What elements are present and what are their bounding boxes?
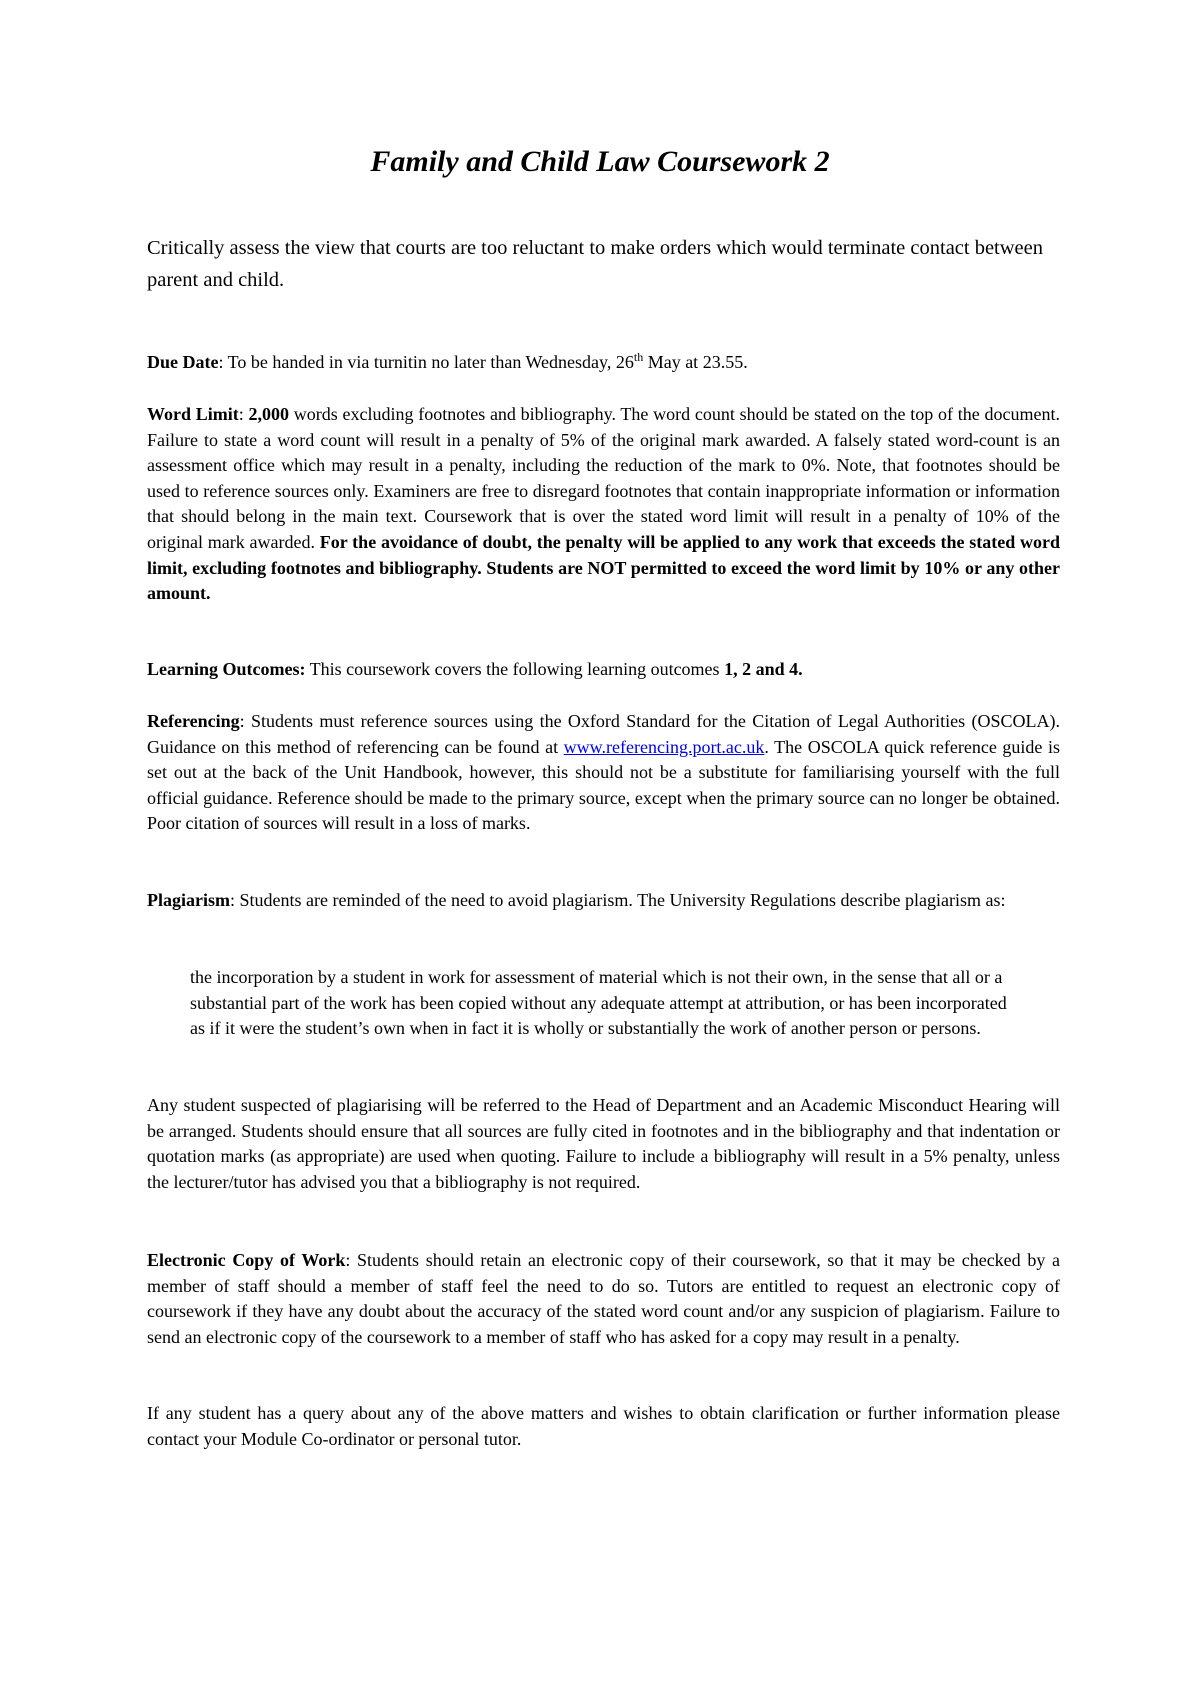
electronic-copy-text: : Students should retain an electronic copy of their coursework, so that it may be checked by a member of staff should a member of staff feel the need to do so. Tutors are entitled to request an electronic copy of coursework if they have any doubt about the accuracy of the stated word count and/or any suspicion of plagiarism. Failure to send an electronic copy of the coursework to a member of staff who has asked for a copy may result in a penalty. bbox=[147, 1250, 1060, 1347]
due-date-label: Due Date bbox=[147, 352, 219, 372]
due-date-text-after: May at 23.55. bbox=[643, 352, 748, 372]
electronic-copy-paragraph bbox=[147, 1248, 1060, 1350]
plagiarism-text: : Students are reminded of the need to avoid plagiarism. The University Regulations describe plagiarism as: bbox=[230, 890, 1006, 910]
word-limit-paragraph bbox=[147, 402, 1060, 607]
document-title: Family and Child Law Coursework 2 bbox=[370, 145, 830, 178]
word-limit-sep: : bbox=[238, 404, 249, 424]
referencing-text-before: : Students must reference sources using the Oxford Standard for the Citation of Legal Authorities (OSCOLA). Guidance on this method of referencing can be found at bbox=[147, 711, 1060, 757]
plagiarism-label: Plagiarism bbox=[147, 890, 230, 910]
word-limit-text: words excluding footnotes and bibliography. The word count should be stated on the top of the document. Failure to state a word count will result in a penalty of 5% of the original mark awarded. A falsely stated word-count is an assessment office which may result in a penalty, including the reduction of the mark to 0%. Note, that footnotes should be used to reference sources only. Examiners are free to disregard footnotes that contain inappropriate information or information that should belong in the main text. Coursework that is over the stated word limit will result in a penalty of 10% of the original mark awarded. bbox=[147, 404, 1060, 552]
due-date-text: : To be handed in via turnitin no later than Wednesday, 26 bbox=[218, 352, 634, 372]
due-date-superscript: th bbox=[633, 350, 644, 364]
essay-question: Critically assess the view that courts are too reluctant to make orders which would terminate contact between parent and child. bbox=[147, 237, 1044, 291]
referencing-text-after: . The OSCOLA quick reference guide is set out at the back of the Unit Handbook, however, this should not be a substitute for familiarising yourself with the full official guidance. Reference should be made to the primary source, except when the primary source can no longer be obtained. Poor citation of sources will result in a loss of marks. bbox=[147, 736, 1060, 834]
word-limit-count: 2,000 bbox=[248, 404, 289, 424]
closing-paragraph: If any student has a query about any of the above matters and wishes to obtain clarification or further information please contact your Module Co-ordinator or personal tutor. bbox=[147, 1403, 1060, 1449]
learning-outcomes-label: Learning Outcomes: bbox=[147, 659, 306, 679]
due-date-paragraph bbox=[147, 350, 1060, 376]
electronic-copy-label: Electronic Copy of Work bbox=[147, 1250, 346, 1270]
plagiarism-definition-quote: the incorporation by a student in work for assessment of material which is not their own, in the sense that all or a substantial part of the work has been copied without any adequate attempt at attribution, or has been incorporated as if it were the student’s own when in fact it is wholly or substantially the work of another person or persons. bbox=[190, 967, 1007, 1039]
referencing-paragraph bbox=[147, 709, 1060, 837]
word-limit-label: Word Limit bbox=[147, 404, 239, 424]
learning-outcomes-list: 1, 2 and 4. bbox=[724, 659, 803, 679]
learning-outcomes-paragraph bbox=[147, 657, 1060, 683]
learning-outcomes-text: This coursework covers the following learning outcomes bbox=[305, 659, 725, 679]
word-limit-bold-note: For the avoidance of doubt, the penalty will be applied to any work that exceeds the stated word limit, excluding footnotes and bibliography. Students are NOT permitted to exceed the word limit by 10% or any other amount. bbox=[147, 531, 1060, 604]
plagiarism-paragraph bbox=[147, 888, 1060, 914]
plagiarism-followup-paragraph: Any student suspected of plagiarising will be referred to the Head of Department and an Academic Misconduct Hearing will be arranged. Students should ensure that all sources are fully cited in footnotes and in the bibliography and that indentation or quotation marks (as appropriate) are used when quoting. Failure to include a bibliography will result in a 5% penalty, unless the lecturer/tutor has advised you that a bibliography is not required. bbox=[147, 1095, 1060, 1192]
referencing-link[interactable]: www.referencing.port.ac.uk bbox=[563, 736, 765, 757]
referencing-label: Referencing bbox=[147, 711, 240, 731]
